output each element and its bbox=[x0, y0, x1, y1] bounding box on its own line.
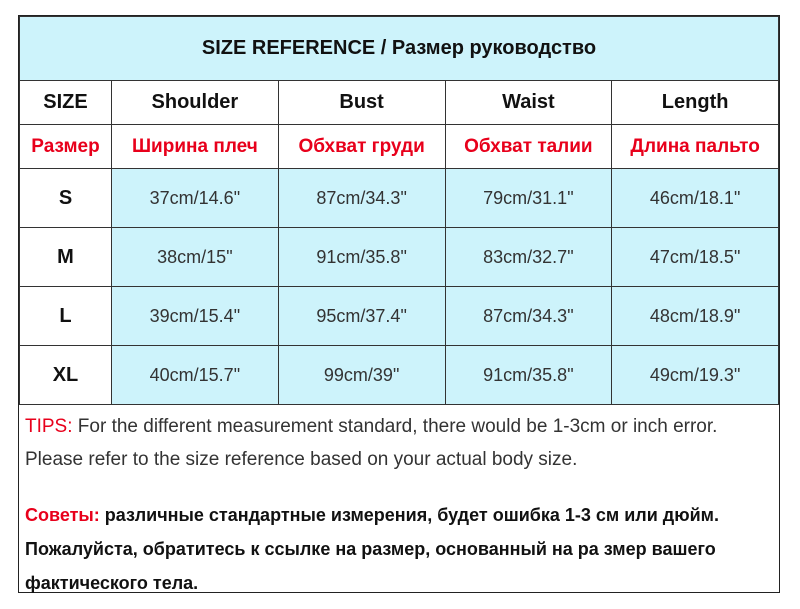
chart-title: SIZE REFERENCE / Размер руководство bbox=[20, 17, 779, 81]
bust-value: 91cm/35.8" bbox=[278, 228, 445, 287]
size-chart bbox=[18, 15, 780, 593]
header-size-ru: Размер bbox=[20, 125, 112, 169]
advice-text: различные стандартные измерения, будет ошибка 1-3 см или дюйм. Пожалуйста, обратитесь к ссылке на размер, основанный на ра змер вашего фактического тела. bbox=[25, 505, 719, 593]
header-shoulder-ru: Ширина плеч bbox=[112, 125, 279, 169]
size-label: XL bbox=[20, 346, 112, 405]
header-length-ru: Длина пальто bbox=[612, 125, 779, 169]
waist-value: 79cm/31.1" bbox=[445, 169, 612, 228]
bust-value: 99cm/39" bbox=[278, 346, 445, 405]
tips-label: TIPS: bbox=[25, 416, 73, 437]
header-waist-ru: Обхват талии bbox=[445, 125, 612, 169]
size-label: S bbox=[20, 169, 112, 228]
header-bust: Bust bbox=[278, 81, 445, 125]
shoulder-value: 38cm/15" bbox=[112, 228, 279, 287]
shoulder-value: 39cm/15.4" bbox=[112, 287, 279, 346]
waist-value: 83cm/32.7" bbox=[445, 228, 612, 287]
header-waist: Waist bbox=[445, 81, 612, 125]
size-table bbox=[19, 16, 779, 405]
table-row bbox=[20, 287, 779, 346]
length-value: 49cm/19.3" bbox=[612, 346, 779, 405]
tips-text: For the different measurement standard, there would be 1-3cm or inch error. Please refer to the size reference based on your actual body size. bbox=[25, 416, 718, 470]
header-length: Length bbox=[612, 81, 779, 125]
table-row bbox=[20, 228, 779, 287]
advice-note-russian bbox=[25, 498, 771, 600]
header-bust-ru: Обхват груди bbox=[278, 125, 445, 169]
table-row bbox=[20, 169, 779, 228]
size-label: L bbox=[20, 287, 112, 346]
length-value: 47cm/18.5" bbox=[612, 228, 779, 287]
header-shoulder: Shoulder bbox=[112, 81, 279, 125]
header-row-russian bbox=[20, 125, 779, 169]
table-row bbox=[20, 346, 779, 405]
size-label: M bbox=[20, 228, 112, 287]
bust-value: 87cm/34.3" bbox=[278, 169, 445, 228]
waist-value: 87cm/34.3" bbox=[445, 287, 612, 346]
length-value: 48cm/18.9" bbox=[612, 287, 779, 346]
bust-value: 95cm/37.4" bbox=[278, 287, 445, 346]
shoulder-value: 40cm/15.7" bbox=[112, 346, 279, 405]
header-row bbox=[20, 81, 779, 125]
header-size: SIZE bbox=[20, 81, 112, 125]
waist-value: 91cm/35.8" bbox=[445, 346, 612, 405]
advice-label: Советы: bbox=[25, 505, 100, 525]
tips-note bbox=[25, 410, 771, 476]
length-value: 46cm/18.1" bbox=[612, 169, 779, 228]
title-row bbox=[20, 17, 779, 81]
shoulder-value: 37cm/14.6" bbox=[112, 169, 279, 228]
notes-section bbox=[19, 405, 779, 600]
